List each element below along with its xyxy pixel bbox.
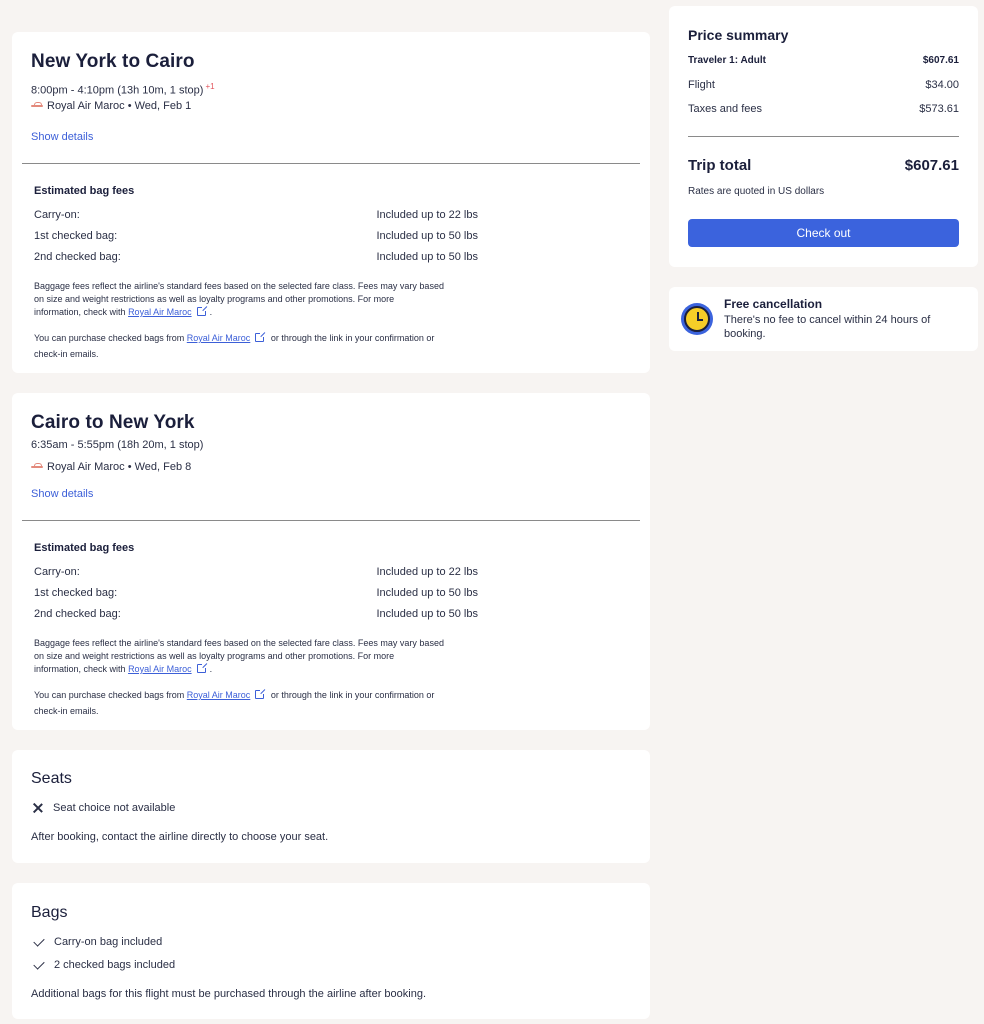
cancellation-text: There's no fee to cancel within 24 hours of booking. <box>724 314 931 340</box>
bag-fee-row: 2nd checked bag: Included up to 50 lbs <box>34 608 478 620</box>
flight-card-outbound <box>12 32 650 373</box>
airline-link[interactable]: Royal Air Maroc <box>128 664 192 674</box>
airline-link[interactable]: Royal Air Maroc <box>186 333 251 343</box>
bag-fee-row: 2nd checked bag: Included up to 50 lbs <box>34 251 478 263</box>
bags-card <box>12 883 650 1019</box>
airline-logo-icon <box>31 102 43 110</box>
flight-title: New York to Cairo <box>31 51 195 72</box>
flight-card-return <box>12 393 650 730</box>
flight-times: 8:00pm - 4:10pm (13h 10m, 1 stop) $^{+1}$ <box>31 82 215 97</box>
divider <box>22 163 640 164</box>
external-link-icon[interactable] <box>197 307 206 316</box>
external-link-icon[interactable] <box>197 664 206 673</box>
taxes-row: Taxes and fees $573.61 <box>688 103 959 115</box>
bag-fees-title: Estimated bag fees <box>34 185 135 197</box>
airline-date-row: Royal Air Maroc • Wed, Feb 8 <box>31 461 191 473</box>
day-offset-badge: +1 <box>205 82 215 91</box>
divider <box>22 520 640 521</box>
purchase-bags-note: You can purchase checked bags from Royal Air Maroc or through the link in your confirmation or check-in emails. <box>34 333 435 359</box>
external-link-icon[interactable] <box>255 690 264 699</box>
check-icon <box>33 935 44 946</box>
bag-fee-row: 1st checked bag: Included up to 50 lbs <box>34 230 478 242</box>
bag-fee-row: 1st checked bag: Included up to 50 lbs <box>34 587 478 599</box>
bag-fee-row: Carry-on: Included up to 22 lbs <box>34 209 478 221</box>
trip-total-row: Trip total $607.61 <box>688 157 959 174</box>
bag-item: 2 checked bags included <box>34 959 175 971</box>
flight-price-row: Flight $34.00 <box>688 79 959 91</box>
price-summary-title: Price summary <box>688 27 789 43</box>
rates-note: Rates are quoted in US dollars <box>688 186 825 197</box>
seat-choice-item: Seat choice not available <box>33 802 175 814</box>
airline-date-row: Royal Air Maroc • Wed, Feb 1 <box>31 100 191 112</box>
free-cancellation-card <box>669 287 978 351</box>
flight-times: 6:35am - 5:55pm (18h 20m, 1 stop) <box>31 439 204 451</box>
seats-note: After booking, contact the airline directly to choose your seat. <box>31 831 329 843</box>
price-summary-card <box>669 6 978 267</box>
close-icon <box>33 803 43 813</box>
baggage-note: Baggage fees reflect the airline's standard fees based on the selected fare class. Fees may vary based on size and weight restrictions as well as loyalty programs and other promotions. For more information, check with Royal Air Maroc . <box>34 281 444 317</box>
seats-title: Seats <box>31 770 72 787</box>
check-icon <box>33 958 44 969</box>
divider <box>688 136 959 137</box>
show-details-link[interactable]: Show details <box>31 488 94 500</box>
cancellation-title: Free cancellation <box>724 297 823 311</box>
bags-note: Additional bags for this flight must be purchased through the airline after booking. <box>31 988 427 1000</box>
clock-icon <box>681 303 713 335</box>
seats-card <box>12 750 650 863</box>
bag-fees-title: Estimated bag fees <box>34 542 135 554</box>
check-out-button[interactable]: Check out <box>688 219 959 247</box>
bag-fee-row: Carry-on: Included up to 22 lbs <box>34 566 478 578</box>
traveler-row: Traveler 1: Adult $607.61 <box>688 55 959 66</box>
airline-link[interactable]: Royal Air Maroc <box>186 690 251 700</box>
bags-title: Bags <box>31 904 68 921</box>
airline-link[interactable]: Royal Air Maroc <box>128 307 192 317</box>
flight-title: Cairo to New York <box>31 412 195 433</box>
purchase-bags-note: You can purchase checked bags from Royal Air Maroc or through the link in your confirmation or check-in emails. <box>34 690 435 716</box>
bag-item: Carry-on bag included <box>34 936 162 948</box>
airline-logo-icon <box>31 463 43 471</box>
external-link-icon[interactable] <box>255 333 264 342</box>
baggage-note: Baggage fees reflect the airline's standard fees based on the selected fare class. Fees may vary based on size and weight restrictions as well as loyalty programs and other promotions. For more information, check with Royal Air Maroc . <box>34 638 444 674</box>
show-details-link[interactable]: Show details <box>31 131 94 143</box>
